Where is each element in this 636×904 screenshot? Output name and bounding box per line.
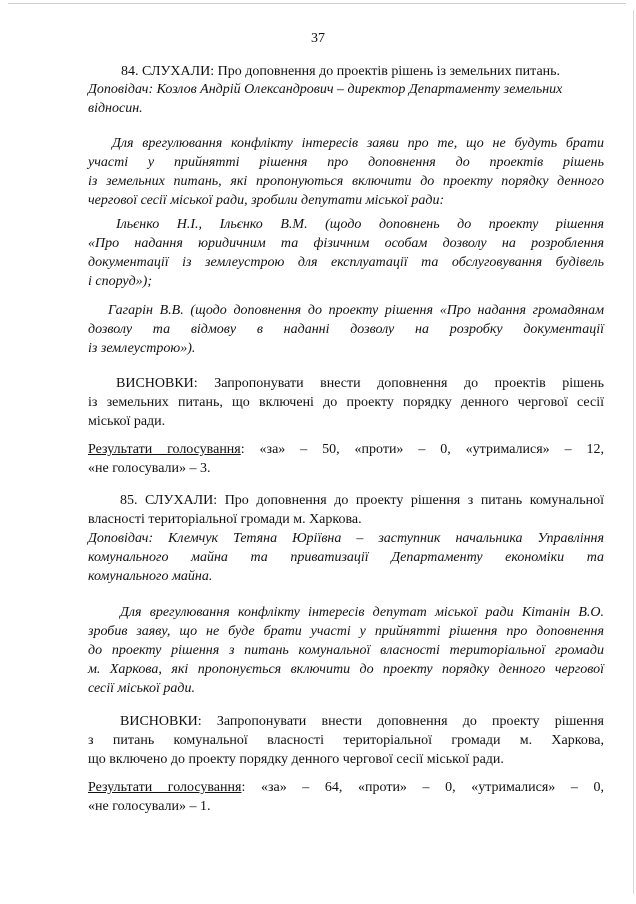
- item85-heading: 85. СЛУХАЛИ: Про доповнення до проекту рішення з питань комунальної власності територіальної громади м. Харкова.: [88, 493, 604, 527]
- item84-conflict-note: Для врегулювання конфлікту інтересів заяви про те, що не будуть брати участі у прийнятті рішення про доповнення до проектів рішень із земельних питань, які пропонуються включити до проекту порядку денного чергової сесії міської ради, зробили депутати міської ради:: [88, 136, 604, 208]
- page-number: 37: [311, 31, 325, 46]
- item84-conclusion: ВИСНОВКИ: Запропонувати внести доповнення до проектів рішень із земельних питань, що включені до проекту порядку денного чергової сесії міської ради.: [88, 376, 604, 429]
- scan-edge-top: [8, 3, 626, 4]
- vote-label: Результати голосування: [88, 442, 241, 457]
- item84-deputy-gagarin: Гагарін В.В. (щодо доповнення до проекту рішення «Про надання громадянам дозволу та відмову в наданні дозволу на розробку документації із землеустрою»).: [88, 303, 604, 356]
- scan-edge-right: [633, 10, 634, 894]
- item85-vote-results: Результати голосування: «за» – 64, «проти» – 0, «утрималися» – 0, «не голосували» – 1.: [88, 780, 604, 814]
- vote-label: Результати голосування: [88, 780, 242, 795]
- item84-speaker: Доповідач: Козлов Андрій Олександрович – директор Департаменту земельних відносин.: [88, 82, 563, 116]
- item85-conflict-note: Для врегулювання конфлікту інтересів депутат міської ради Кітанін В.О. зробив заяву, що не буде брати участі у прийнятті рішення про доповнення до проекту рішення з питань комунальної власності територіальної громади м. Харкова, які пропонується включити до проекту порядку денного чергової сесії міської ради.: [88, 605, 604, 696]
- item85-speaker: Доповідач: Клемчук Тетяна Юріївна – заступник начальника Управління комунального майна та приватизації Департаменту економіки та комунального майна.: [88, 531, 604, 584]
- item84-heading: 84. СЛУХАЛИ: Про доповнення до проектів рішень із земельних питань.: [121, 64, 561, 79]
- item84-vote-results: Результати голосування: «за» – 50, «проти» – 0, «утрималися» – 12, «не голосували» – 3.: [88, 442, 604, 476]
- item84-deputy-ilyenko: Ільєнко Н.І., Ільєнко В.М. (щодо доповнень до проекту рішення «Про надання юридичним та фізичним особам дозволу на розроблення документації із землеустрою для експлуатації та обслуговування будівель і споруд»);: [88, 217, 604, 289]
- item85-conclusion: ВИСНОВКИ: Запропонувати внести доповнення до проекту рішення з питань комунальної власності територіальної громади м. Харкова, що включено до проекту порядку денного чергової сесії міської ради.: [88, 714, 604, 767]
